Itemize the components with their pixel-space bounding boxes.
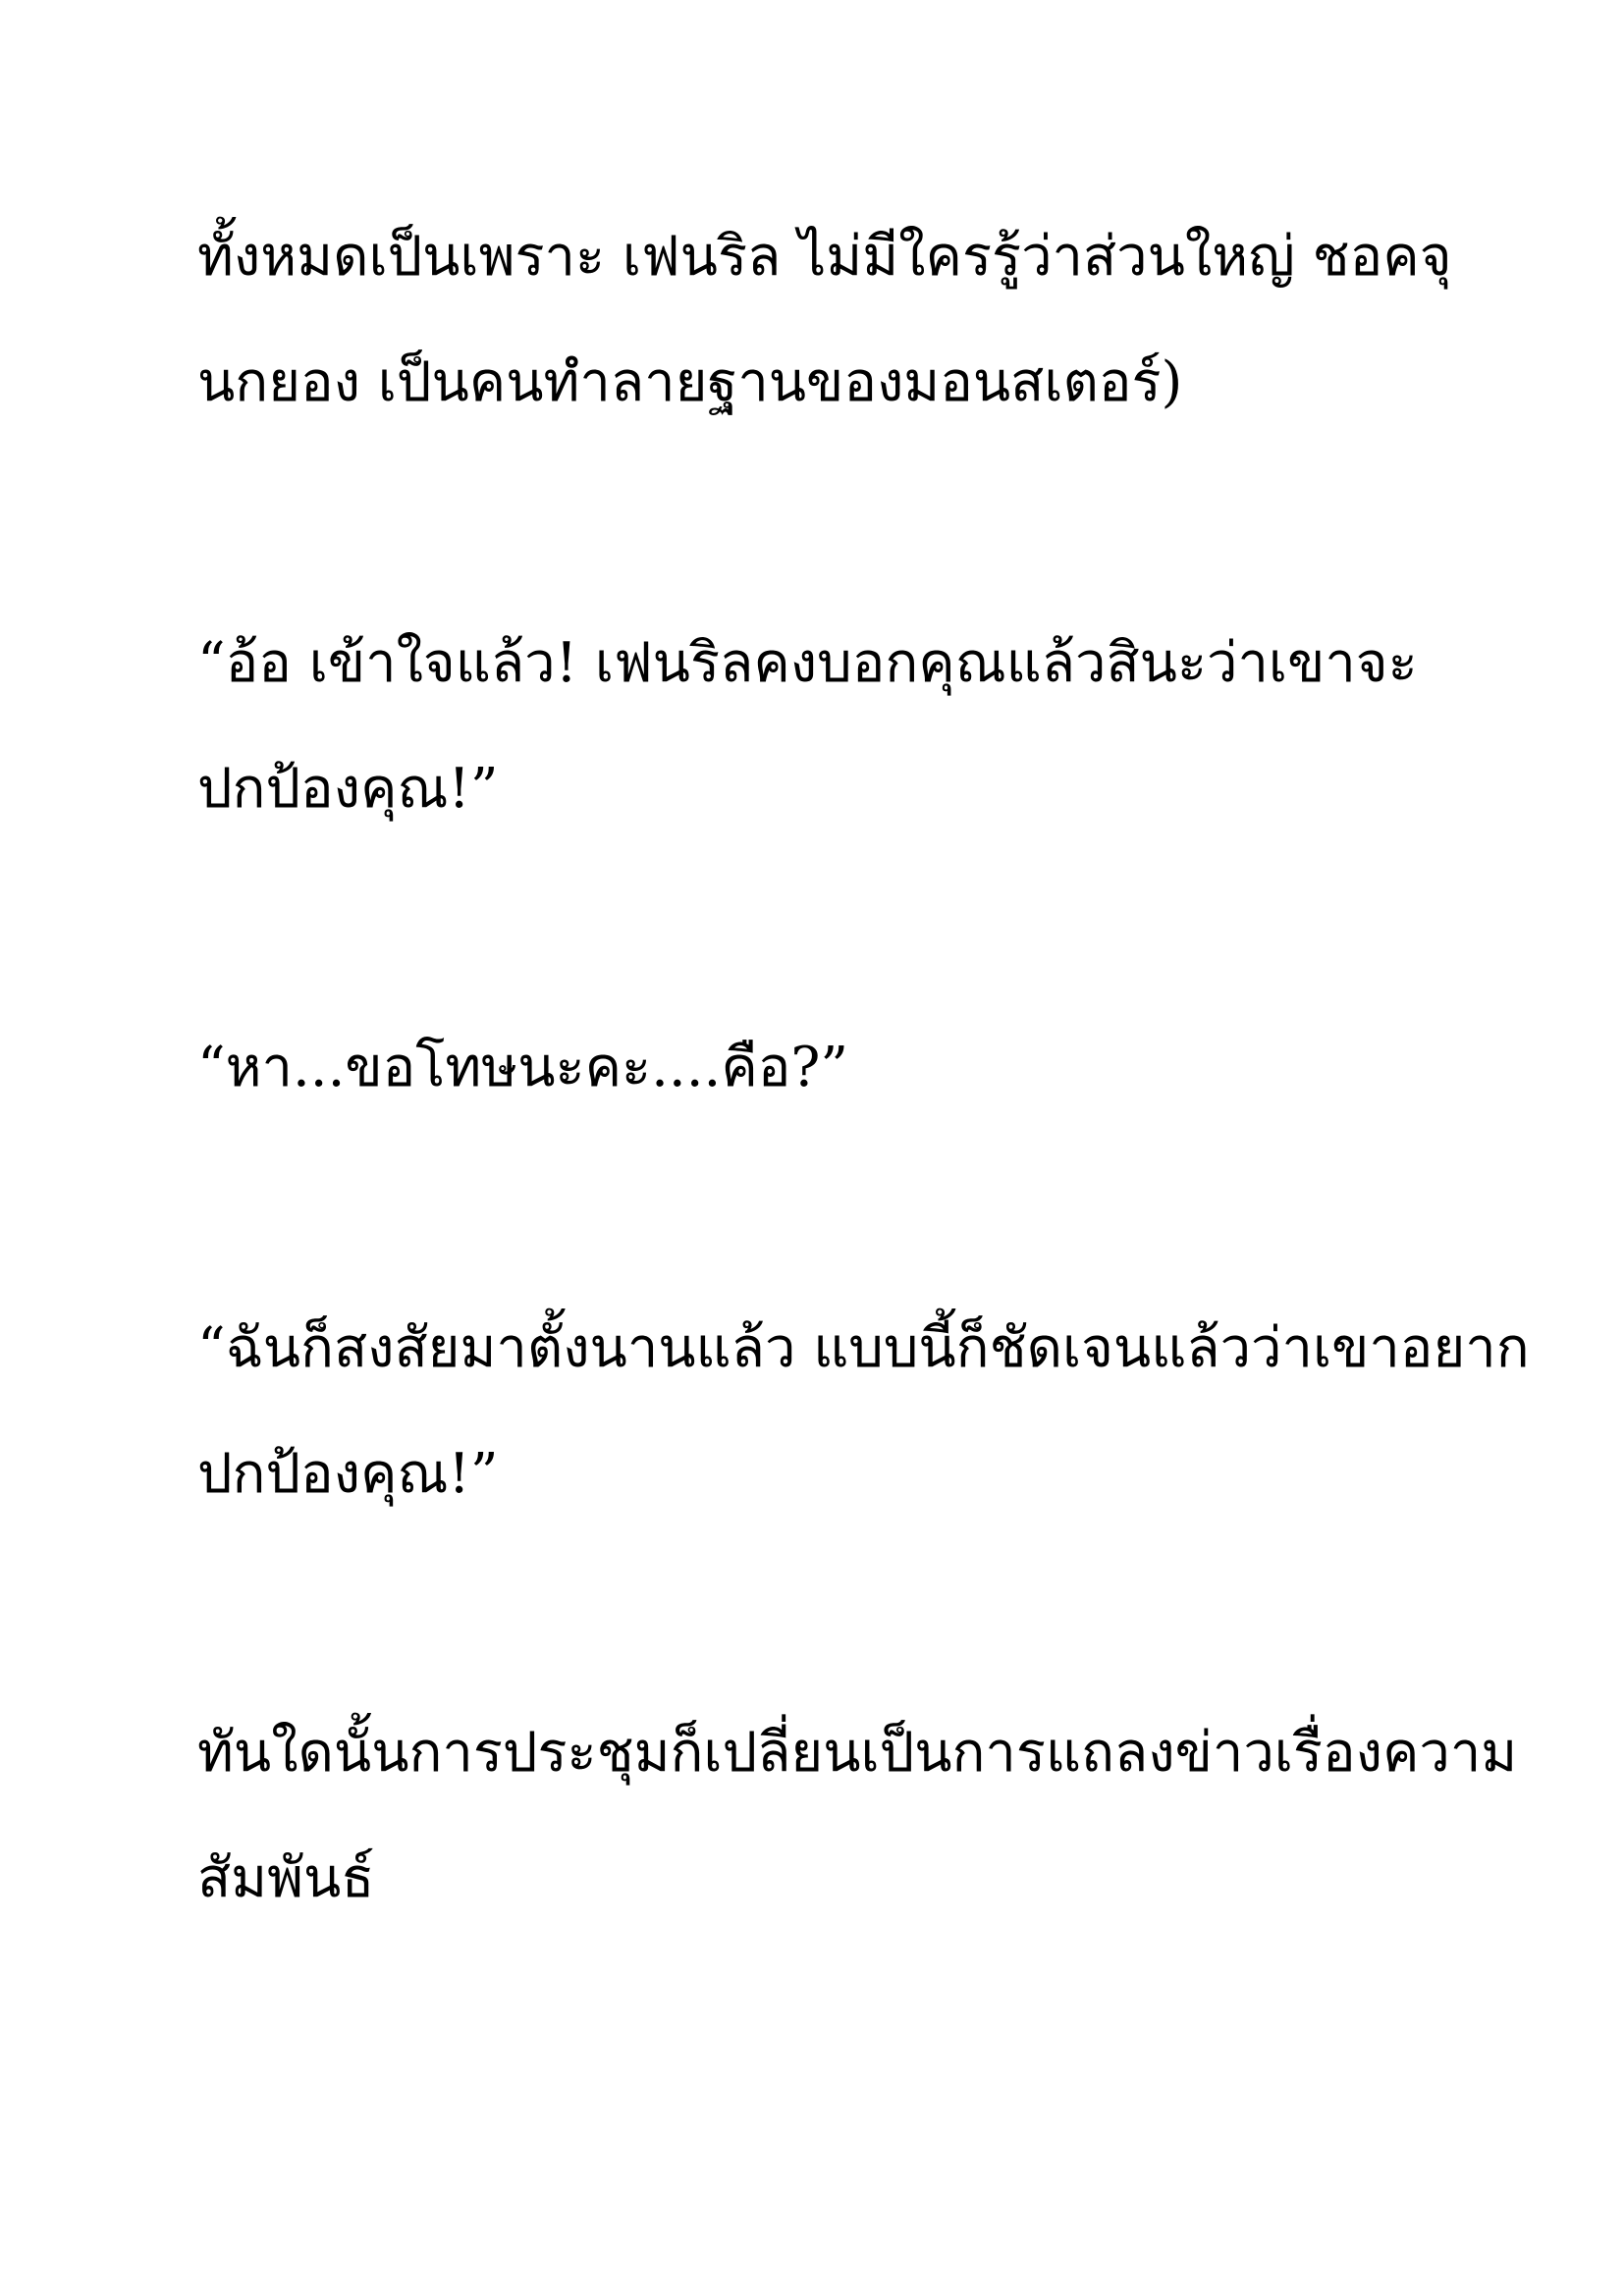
paragraph-4-line-2: ปกป้องคุณ!” <box>197 1442 499 1506</box>
paragraph-5-line-1: ทันใดนั้นการประชุมก็เปลี่ยนเป็นการแถลงข่าวเรื่องความ <box>197 1721 1518 1785</box>
paragraph-1-line-1: ทั้งหมดเป็นเพราะ เฟนริล ไม่มีใครรู้ว่าส่วนใหญ่ ชอคจุ <box>197 225 1452 289</box>
paragraph-4-line-1: “ฉันก็สงสัยมาตั้งนานแล้ว แบบนี้ก็ชัดเจนแล้วว่าเขาอยาก <box>197 1316 1530 1380</box>
paragraph-2-line-1: “อ้อ เข้าใจแล้ว! เฟนริลคงบอกคุณแล้วสินะว่าเขาจะ <box>197 631 1418 695</box>
paragraph-2-line-2: ปกป้องคุณ!” <box>197 757 499 821</box>
paragraph-5-line-2: สัมพันธ์ <box>197 1846 375 1910</box>
paragraph-3-line-1: “หา...ขอโทษนะคะ....คือ?” <box>197 1036 849 1099</box>
paragraph-1-line-2: นกยอง เป็นคนทำลายฐานของมอนสเตอร์) <box>197 350 1183 414</box>
